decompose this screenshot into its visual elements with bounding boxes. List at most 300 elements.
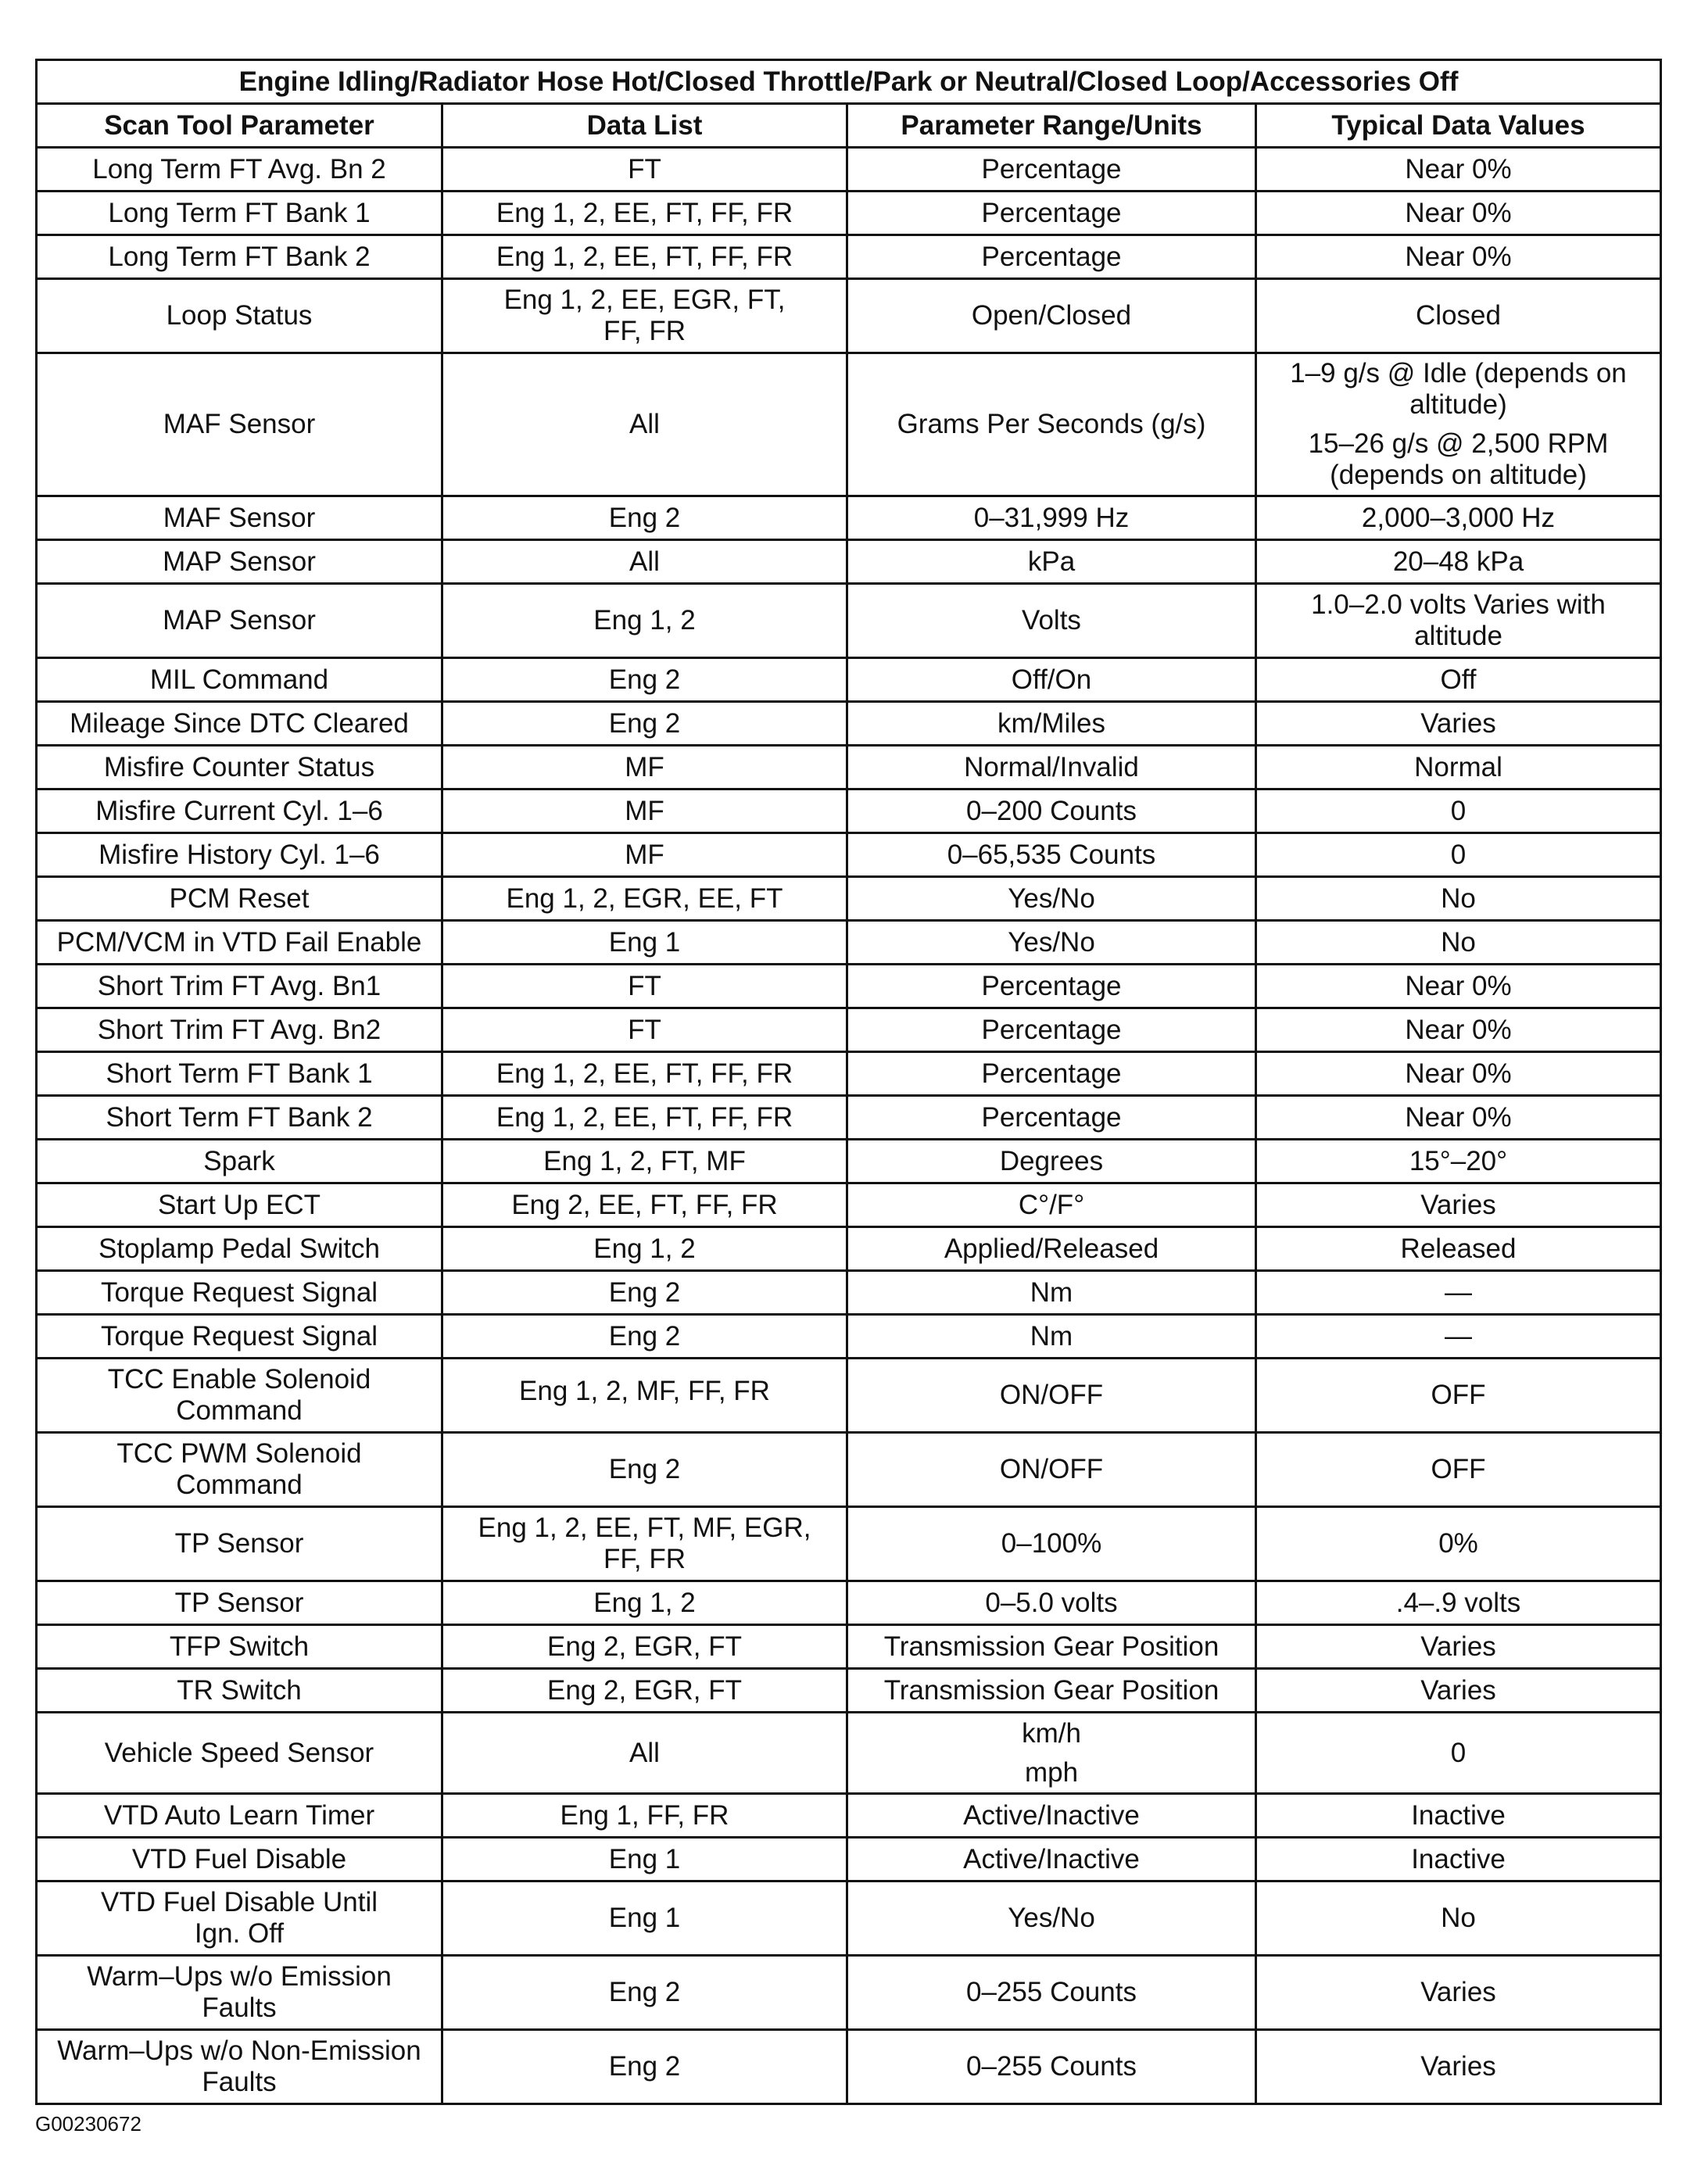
cell-line: Nm <box>1030 1276 1073 1308</box>
table-row <box>37 1669 1661 1713</box>
header-parameter-range: Parameter Range/Units <box>847 104 1256 148</box>
header-typical-values: Typical Data Values <box>1256 104 1661 148</box>
typical-value-cell <box>1256 1713 1661 1794</box>
range-cell <box>847 1838 1256 1881</box>
cell-line: km/Miles <box>997 707 1106 739</box>
parameter-cell <box>37 1669 442 1713</box>
cell-line: Near 0% <box>1405 970 1512 1001</box>
table-row <box>37 1183 1661 1227</box>
typical-value-cell <box>1256 921 1661 965</box>
parameter-cell <box>37 148 442 192</box>
cell-line: Near 0% <box>1405 1058 1512 1089</box>
cell-line: Active/Inactive <box>963 1799 1140 1831</box>
parameter-cell <box>37 540 442 584</box>
typical-value-cell <box>1256 1433 1661 1507</box>
parameter-cell <box>37 789 442 833</box>
table-row <box>37 1271 1661 1315</box>
cell-line: Varies <box>1420 2051 1496 2082</box>
range-cell <box>847 1052 1256 1096</box>
typical-value-cell <box>1256 192 1661 235</box>
cell-line: Short Trim FT Avg. Bn1 <box>97 970 381 1001</box>
table-row <box>37 1625 1661 1669</box>
data-list-cell <box>442 921 847 965</box>
parameter-cell <box>37 1052 442 1096</box>
table-row <box>37 789 1661 833</box>
cell-line: Eng 2 <box>608 2051 681 2082</box>
range-cell <box>847 702 1256 746</box>
typical-value-cell <box>1256 1008 1661 1052</box>
cell-line: Degrees <box>999 1145 1104 1176</box>
table-row <box>37 192 1661 235</box>
table-row <box>37 1052 1661 1096</box>
table-row <box>37 148 1661 192</box>
parameter-cell <box>37 1008 442 1052</box>
cell-line: Misfire History Cyl. 1–6 <box>98 839 380 870</box>
table-row <box>37 540 1661 584</box>
range-cell <box>847 235 1256 279</box>
range-cell <box>847 540 1256 584</box>
cell-line: altitude) <box>1409 389 1507 420</box>
line-gap <box>449 1407 840 1415</box>
range-cell <box>847 658 1256 702</box>
cell-line: All <box>629 1737 660 1768</box>
table-row <box>37 702 1661 746</box>
typical-value-cell <box>1256 1881 1661 1956</box>
range-cell <box>847 1227 1256 1271</box>
cell-line: FF, FR <box>603 1544 686 1574</box>
cell-line: TCC PWM Solenoid <box>116 1438 362 1469</box>
cell-line: Short Term FT Bank 1 <box>106 1058 373 1089</box>
range-cell <box>847 877 1256 921</box>
table-row <box>37 1227 1661 1271</box>
cell-line: Percentage <box>981 153 1122 184</box>
parameter-cell <box>37 1227 442 1271</box>
cell-line: Near 0% <box>1405 1101 1512 1133</box>
cell-line: km/h <box>1022 1717 1081 1749</box>
range-cell <box>847 1625 1256 1669</box>
cell-line: Short Trim FT Avg. Bn2 <box>97 1014 381 1045</box>
cell-line: Loop Status <box>166 300 313 331</box>
header-scan-tool-parameter: Scan Tool Parameter <box>37 104 442 148</box>
header-data-list: Data List <box>442 104 847 148</box>
cell-line: 0–5.0 volts <box>985 1587 1118 1618</box>
cell-line: 20–48 kPa <box>1392 546 1524 577</box>
cell-line: Eng 2 <box>608 664 681 695</box>
typical-value-cell <box>1256 1359 1661 1433</box>
range-cell <box>847 746 1256 789</box>
table-row <box>37 1433 1661 1507</box>
cell-line: Command <box>176 1470 303 1500</box>
cell-line: 0% <box>1438 1528 1478 1559</box>
typical-value-cell <box>1256 1625 1661 1669</box>
parameter-cell <box>37 496 442 540</box>
cell-line: Percentage <box>981 970 1122 1001</box>
table-row <box>37 279 1661 353</box>
table-row <box>37 584 1661 658</box>
cell-line: Eng 1, 2, EE, EGR, FT, <box>503 285 786 315</box>
cell-line: 0–100% <box>1001 1528 1102 1559</box>
typical-value-cell <box>1256 1096 1661 1140</box>
typical-value-cell <box>1256 496 1661 540</box>
parameter-cell <box>37 1956 442 2030</box>
cell-line: 15–26 g/s @ 2,500 RPM <box>1308 428 1609 459</box>
range-cell <box>847 279 1256 353</box>
typical-value-cell <box>1256 1956 1661 2030</box>
cell-line: MF <box>625 751 664 782</box>
cell-line: Eng 1 <box>608 1903 681 1933</box>
parameter-cell <box>37 1359 442 1433</box>
parameter-cell <box>37 1713 442 1794</box>
parameter-cell <box>37 921 442 965</box>
cell-line: Eng 2 <box>608 1977 681 2007</box>
cell-line: VTD Fuel Disable Until <box>101 1887 378 1917</box>
cell-line: Eng 1, 2 <box>593 1587 696 1618</box>
table-row <box>37 235 1661 279</box>
cell-line: Yes/No <box>1008 1903 1095 1933</box>
cell-line: Torque Request Signal <box>100 1276 378 1308</box>
cell-line: Normal/Invalid <box>964 751 1139 782</box>
typical-value-cell <box>1256 1669 1661 1713</box>
table-row <box>37 921 1661 965</box>
cell-line: Near 0% <box>1405 241 1512 272</box>
typical-value-cell <box>1256 540 1661 584</box>
cell-line: Percentage <box>981 1101 1122 1133</box>
parameter-cell <box>37 877 442 921</box>
cell-line: All <box>629 409 660 439</box>
cell-line: Short Term FT Bank 2 <box>106 1101 373 1133</box>
table-row <box>37 877 1661 921</box>
typical-value-cell <box>1256 789 1661 833</box>
parameter-cell <box>37 1794 442 1838</box>
parameter-cell <box>37 353 442 496</box>
cell-line: 0–255 Counts <box>966 2051 1137 2082</box>
parameter-cell <box>37 746 442 789</box>
range-cell <box>847 2030 1256 2104</box>
data-list-cell <box>442 1881 847 1956</box>
parameter-cell <box>37 235 442 279</box>
typical-value-cell <box>1256 1183 1661 1227</box>
parameter-cell <box>37 1096 442 1140</box>
cell-line: Ign. Off <box>194 1918 285 1949</box>
cell-line: Normal <box>1414 751 1502 782</box>
cell-line: TR Switch <box>177 1674 302 1706</box>
cell-line: Near 0% <box>1405 1014 1512 1045</box>
data-list-cell <box>442 496 847 540</box>
line-gap <box>854 1749 1248 1757</box>
cell-line: MAF Sensor <box>163 409 316 439</box>
cell-line: MAP Sensor <box>163 546 316 577</box>
table-row <box>37 1507 1661 1581</box>
typical-value-cell <box>1256 1315 1661 1359</box>
cell-line: FT <box>628 1014 661 1045</box>
cell-line: Varies <box>1420 1189 1496 1220</box>
cell-line: OFF <box>1431 1380 1486 1410</box>
cell-line: Applied/Released <box>944 1233 1159 1264</box>
cell-line: Volts <box>1022 605 1081 636</box>
typical-value-cell <box>1256 279 1661 353</box>
cell-line: Mileage Since DTC Cleared <box>70 707 409 739</box>
typical-value-cell <box>1256 584 1661 658</box>
range-cell <box>847 1096 1256 1140</box>
cell-line: Off <box>1440 664 1477 695</box>
range-cell <box>847 1315 1256 1359</box>
table-row <box>37 746 1661 789</box>
cell-line: Command <box>176 1395 303 1426</box>
cell-line: — <box>1445 1276 1472 1308</box>
typical-value-cell <box>1256 2030 1661 2104</box>
cell-line: Eng 1, 2, EE, FT, MF, EGR, <box>478 1513 811 1543</box>
parameter-cell <box>37 1315 442 1359</box>
cell-line: ON/OFF <box>999 1454 1104 1484</box>
cell-line: VTD Fuel Disable <box>131 1843 347 1874</box>
table-row <box>37 1140 1661 1183</box>
data-list-cell <box>442 1140 847 1183</box>
range-cell <box>847 1183 1256 1227</box>
parameter-cell <box>37 833 442 877</box>
cell-line: C°/F° <box>1018 1189 1085 1220</box>
cell-line: Released <box>1400 1233 1517 1264</box>
table-title: Engine Idling/Radiator Hose Hot/Closed Throttle/Park or Neutral/Closed Loop/Accessories Off <box>37 60 1661 104</box>
range-cell <box>847 1140 1256 1183</box>
parameter-cell <box>37 279 442 353</box>
cell-line: Varies <box>1420 1631 1496 1662</box>
cell-line: Start Up ECT <box>157 1189 321 1220</box>
data-list-cell <box>442 1669 847 1713</box>
cell-line: Eng 1, 2, EE, FT, FF, FR <box>496 197 793 228</box>
table-row <box>37 1096 1661 1140</box>
typical-value-cell <box>1256 877 1661 921</box>
cell-line: MAF Sensor <box>163 502 316 533</box>
parameter-cell <box>37 658 442 702</box>
cell-line: FT <box>628 970 661 1001</box>
cell-line: MIL Command <box>149 664 329 695</box>
cell-line: Nm <box>1030 1320 1073 1352</box>
cell-line: PCM/VCM in VTD Fail Enable <box>56 926 422 958</box>
cell-line: 15°–20° <box>1409 1145 1508 1176</box>
cell-line: Grams Per Seconds (g/s) <box>897 409 1206 439</box>
parameter-cell <box>37 192 442 235</box>
parameter-cell <box>37 1625 442 1669</box>
cell-line: Near 0% <box>1405 153 1512 184</box>
parameter-cell <box>37 965 442 1008</box>
range-cell <box>847 965 1256 1008</box>
table-row <box>37 833 1661 877</box>
table-row <box>37 496 1661 540</box>
cell-line: All <box>629 546 660 577</box>
range-cell <box>847 1008 1256 1052</box>
data-list-cell <box>442 1052 847 1096</box>
cell-line: VTD Auto Learn Timer <box>103 1799 375 1831</box>
typical-value-cell <box>1256 1581 1661 1625</box>
data-list-cell <box>442 789 847 833</box>
range-cell <box>847 1956 1256 2030</box>
table-row <box>37 353 1661 496</box>
data-list-cell <box>442 702 847 746</box>
cell-line: Near 0% <box>1405 197 1512 228</box>
cell-line: Eng 2, EGR, FT <box>547 1631 742 1662</box>
typical-value-cell <box>1256 148 1661 192</box>
cell-line: Misfire Counter Status <box>103 751 375 782</box>
cell-line: 0 <box>1450 1737 1467 1768</box>
cell-line: Eng 1, 2, EE, FT, FF, FR <box>496 1058 793 1089</box>
table-row <box>37 1008 1661 1052</box>
cell-line: Inactive <box>1411 1799 1506 1831</box>
cell-line: Varies <box>1420 1977 1496 2007</box>
parameter-cell <box>37 1581 442 1625</box>
cell-line: 1.0–2.0 volts Varies with <box>1311 589 1606 620</box>
range-cell <box>847 1271 1256 1315</box>
cell-line: MF <box>625 839 664 870</box>
data-list-cell <box>442 148 847 192</box>
cell-line: MAP Sensor <box>163 605 316 636</box>
data-table <box>35 59 1662 2105</box>
typical-value-cell <box>1256 702 1661 746</box>
data-list-cell <box>442 1713 847 1794</box>
cell-line: Vehicle Speed Sensor <box>104 1737 374 1768</box>
table-row <box>37 1359 1661 1433</box>
cell-line: Eng 2, EGR, FT <box>547 1674 742 1706</box>
cell-line: FT <box>628 153 661 184</box>
figure-code: G00230672 <box>35 2112 141 2136</box>
cell-line: Eng 2 <box>608 1320 681 1352</box>
cell-line: — <box>1445 1320 1472 1352</box>
cell-line: Varies <box>1420 1674 1496 1706</box>
cell-line: Faults <box>202 1992 277 2023</box>
data-list-cell <box>442 658 847 702</box>
cell-line: 0–200 Counts <box>966 795 1137 826</box>
cell-line: 2,000–3,000 Hz <box>1361 502 1556 533</box>
cell-line: Eng 1, 2, EGR, EE, FT <box>506 883 783 914</box>
cell-line: Percentage <box>981 1058 1122 1089</box>
data-list-cell <box>442 1227 847 1271</box>
cell-line: 0 <box>1450 795 1467 826</box>
cell-line: Closed <box>1416 300 1501 331</box>
typical-value-cell <box>1256 1052 1661 1096</box>
cell-line: Eng 1 <box>608 1843 681 1874</box>
cell-line: 0 <box>1450 839 1467 870</box>
typical-value-cell <box>1256 833 1661 877</box>
typical-value-cell <box>1256 965 1661 1008</box>
table-row <box>37 1713 1661 1794</box>
parameter-cell <box>37 1507 442 1581</box>
typical-value-cell <box>1256 658 1661 702</box>
cell-line: Percentage <box>981 1014 1122 1045</box>
cell-line: 0–31,999 Hz <box>973 502 1130 533</box>
table-row <box>37 1315 1661 1359</box>
data-list-cell <box>442 1315 847 1359</box>
cell-line: Misfire Current Cyl. 1–6 <box>95 795 383 826</box>
data-list-cell <box>442 965 847 1008</box>
cell-line: Eng 1, 2 <box>593 605 696 636</box>
range-cell <box>847 921 1256 965</box>
data-list-cell <box>442 1271 847 1315</box>
cell-line: Percentage <box>981 197 1122 228</box>
cell-line: MF <box>625 795 664 826</box>
table-row <box>37 1956 1661 2030</box>
cell-line: TP Sensor <box>174 1528 304 1559</box>
data-list-cell <box>442 1008 847 1052</box>
cell-line: Inactive <box>1411 1843 1506 1874</box>
cell-line: altitude <box>1414 621 1502 651</box>
cell-line: Active/Inactive <box>963 1843 1140 1874</box>
cell-line: Eng 1, 2, EE, FT, FF, FR <box>496 1101 793 1133</box>
cell-line: ON/OFF <box>999 1380 1104 1410</box>
data-list-cell <box>442 1096 847 1140</box>
cell-line: TCC Enable Solenoid <box>107 1364 371 1395</box>
data-list-cell <box>442 1794 847 1838</box>
data-list-cell <box>442 235 847 279</box>
table-row <box>37 658 1661 702</box>
cell-line: No <box>1441 926 1476 958</box>
parameter-cell <box>37 702 442 746</box>
cell-line: Eng 1, 2, FT, MF <box>543 1145 746 1176</box>
table-row <box>37 965 1661 1008</box>
cell-line: Percentage <box>981 241 1122 272</box>
typical-value-cell <box>1256 746 1661 789</box>
cell-line: Long Term FT Avg. Bn 2 <box>92 153 386 184</box>
range-cell <box>847 1433 1256 1507</box>
parameter-cell <box>37 1140 442 1183</box>
typical-value-cell <box>1256 1227 1661 1271</box>
cell-line: Eng 2, EE, FT, FF, FR <box>511 1189 778 1220</box>
data-list-cell <box>442 353 847 496</box>
typical-value-cell <box>1256 1271 1661 1315</box>
cell-line: Spark <box>203 1145 275 1176</box>
data-list-cell <box>442 1838 847 1881</box>
parameter-cell <box>37 584 442 658</box>
range-cell <box>847 148 1256 192</box>
data-list-cell <box>442 1581 847 1625</box>
cell-line: TFP Switch <box>169 1631 310 1662</box>
typical-value-cell <box>1256 235 1661 279</box>
typical-value-cell <box>1256 1140 1661 1183</box>
cell-line: Open/Closed <box>971 300 1132 331</box>
range-cell <box>847 1794 1256 1838</box>
parameter-cell <box>37 2030 442 2104</box>
table-body <box>37 148 1661 2104</box>
range-cell <box>847 1359 1256 1433</box>
data-list-cell <box>442 1956 847 2030</box>
cell-line: kPa <box>1027 546 1076 577</box>
cell-line: 0–65,535 Counts <box>947 839 1156 870</box>
cell-line: FF, FR <box>603 316 686 346</box>
table-row <box>37 1581 1661 1625</box>
parameter-cell <box>37 1433 442 1507</box>
cell-line: Long Term FT Bank 2 <box>108 241 371 272</box>
data-list-cell <box>442 540 847 584</box>
parameter-cell <box>37 1183 442 1227</box>
cell-line: Transmission Gear Position <box>883 1631 1219 1662</box>
data-list-cell <box>442 746 847 789</box>
data-list-cell <box>442 279 847 353</box>
range-cell <box>847 353 1256 496</box>
typical-value-cell <box>1256 1507 1661 1581</box>
parameter-cell <box>37 1271 442 1315</box>
line-gap <box>1263 421 1653 428</box>
cell-line: 1–9 g/s @ Idle (depends on <box>1290 358 1627 388</box>
cell-line: Eng 2 <box>608 707 681 739</box>
range-cell <box>847 496 1256 540</box>
cell-line: TP Sensor <box>174 1587 304 1618</box>
cell-line: Eng 1 <box>608 926 681 958</box>
cell-line: No <box>1441 883 1476 914</box>
cell-line: mph <box>1024 1756 1079 1788</box>
cell-line: 0–255 Counts <box>966 1977 1137 2007</box>
data-list-cell <box>442 1625 847 1669</box>
cell-line: Eng 1, 2, EE, FT, FF, FR <box>496 241 793 272</box>
range-cell <box>847 1713 1256 1794</box>
cell-line: Faults <box>202 2067 277 2097</box>
